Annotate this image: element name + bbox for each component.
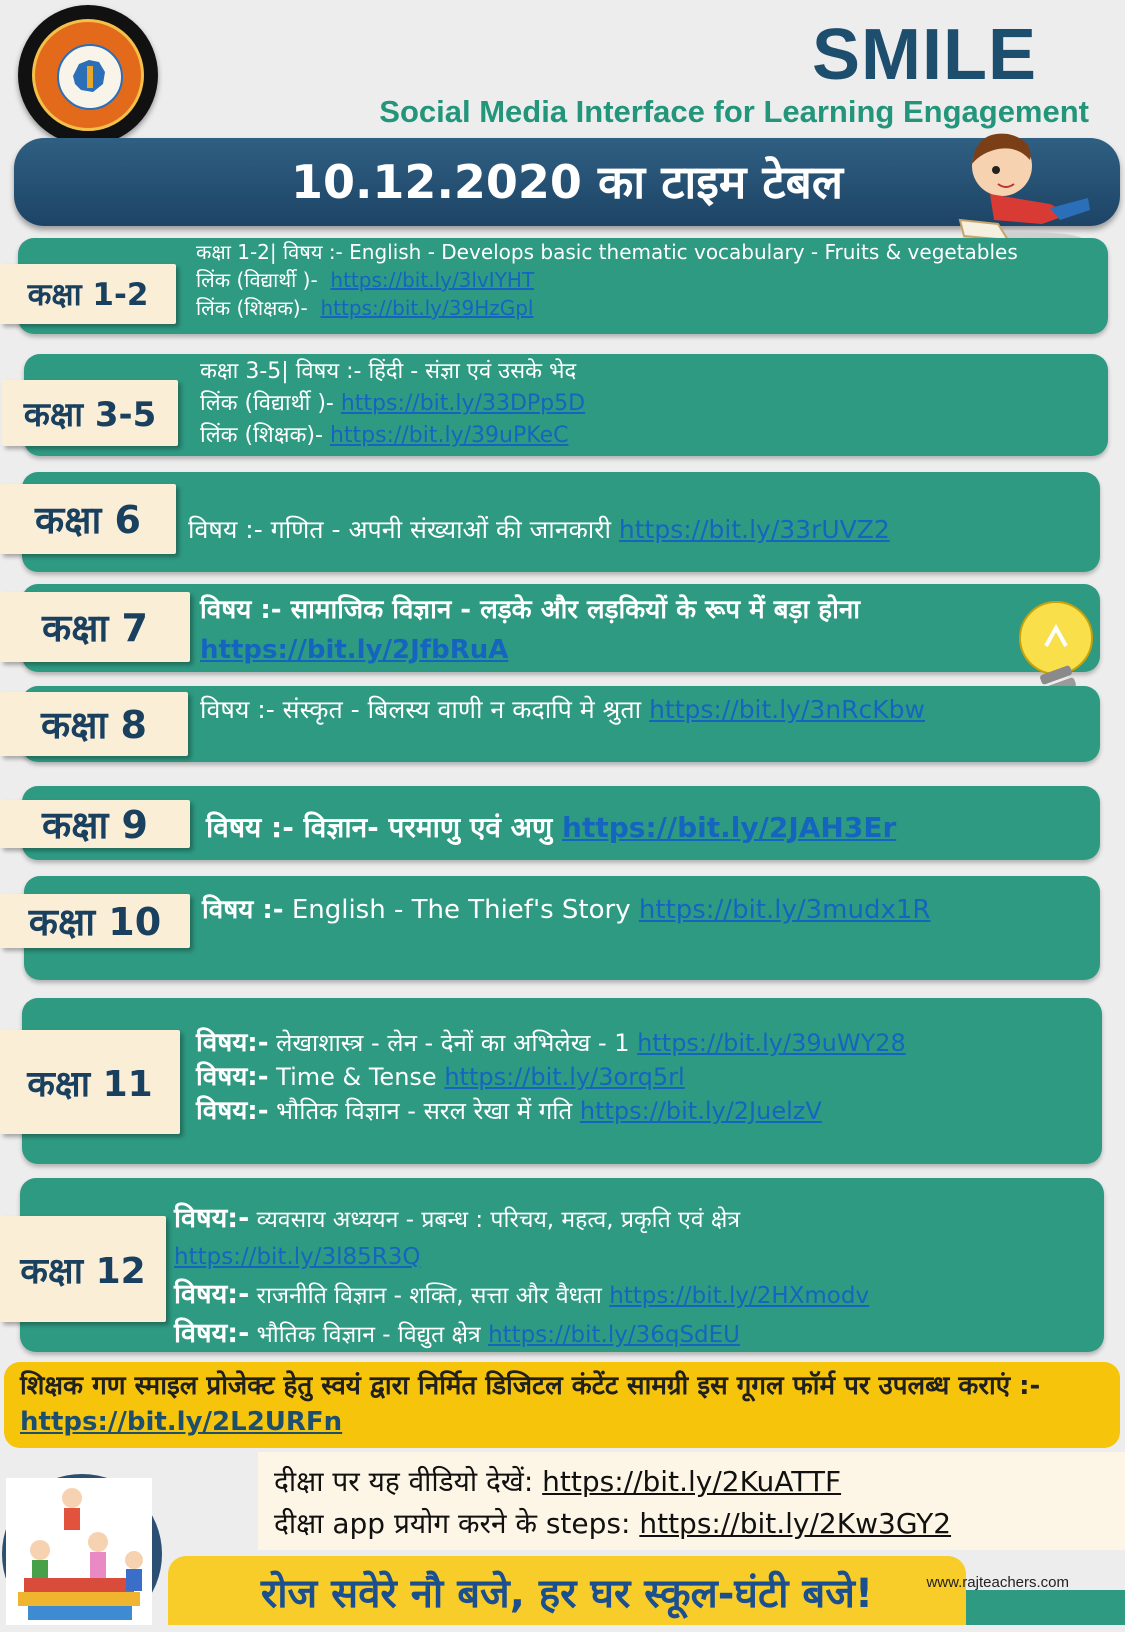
brand-subtitle: Social Media Interface for Learning Engagement xyxy=(379,94,1089,129)
class-8-tag: कक्षा 8 xyxy=(0,692,188,756)
class-11-prefix: विषय:- xyxy=(196,1028,269,1058)
class-10-subject-prefix: विषय :- xyxy=(202,895,284,925)
diksha-video-label: दीक्षा पर यह वीडियो देखें: xyxy=(274,1465,534,1498)
class-8-subject: विषय :- संस्कृत - बिलस्य वाणी न कदापि मे श्रुता xyxy=(200,695,642,724)
class-3-5-teacher-link[interactable]: https://bit.ly/39uPKeC xyxy=(329,423,569,448)
class-12-subject: व्यवसाय अध्ययन - प्रबन्ध : परिचय, महत्व, प्रकृति एवं क्षेत्र xyxy=(256,1207,741,1233)
class-12-link[interactable]: https://bit.ly/36qSdEU xyxy=(488,1322,741,1348)
class-12-prefix: विषय:- xyxy=(174,1203,250,1234)
class-7-link[interactable]: https://bit.ly/2JfbRuA xyxy=(200,635,509,665)
class-11-subject: Time & Tense xyxy=(276,1063,437,1091)
class-9-subject: विषय :- विज्ञान- परमाणु एवं अणु xyxy=(206,811,553,844)
class-7-subject: विषय :- सामाजिक विज्ञान - लड़के और लड़कियों के रूप में बड़ा होना xyxy=(200,595,860,625)
kids-reading-icon xyxy=(0,1458,165,1625)
class-1-2-student-link[interactable]: https://bit.ly/3lvIYHT xyxy=(330,268,535,292)
class-12-item xyxy=(174,1200,869,1239)
class-11-subject: भौतिक विज्ञान - सरल रेखा में गति xyxy=(276,1097,573,1125)
diksha-steps-label: दीक्षा app प्रयोग करने के steps: xyxy=(274,1507,631,1540)
class-11-prefix: विषय:- xyxy=(196,1062,269,1092)
class-11-subject: लेखाशास्त्र - लेन - देनों का अभिलेख - 1 xyxy=(276,1029,630,1057)
class-3-5-student-link[interactable]: https://bit.ly/33DPp5D xyxy=(340,391,586,416)
class-11-item xyxy=(196,1094,906,1128)
class-6-tag: कक्षा 6 xyxy=(0,484,176,554)
education-logo xyxy=(18,5,158,145)
class-1-2-row xyxy=(18,238,1108,334)
class-1-2-teacher-link[interactable]: https://bit.ly/39HzGpl xyxy=(320,296,534,320)
notice-link[interactable]: https://bit.ly/2L2URFn xyxy=(20,1407,343,1437)
class-11-prefix: विषय:- xyxy=(196,1096,269,1126)
class-10-subject: English - The Thief's Story xyxy=(291,895,631,925)
class-1-2-subject: कक्षा 1-2| विषय :- English - Develops basic thematic vocabulary - Fruits & vegetables xyxy=(196,240,1018,264)
class-12-subject: भौतिक विज्ञान - विद्युत क्षेत्र xyxy=(256,1322,481,1348)
kid-reading-icon xyxy=(950,124,1095,249)
class-1-2-tag: कक्षा 1-2 xyxy=(0,264,176,324)
website-label: www.rajteachers.com xyxy=(926,1574,1069,1591)
footer-strip xyxy=(966,1590,1125,1625)
class-10-tag: कक्षा 10 xyxy=(0,894,190,948)
class-6-link[interactable]: https://bit.ly/33rUVZ2 xyxy=(618,515,890,544)
diksha-video-link[interactable]: https://bit.ly/2KuATTF xyxy=(542,1465,842,1498)
class-12-tag: कक्षा 12 xyxy=(0,1216,166,1322)
class-8-link[interactable]: https://bit.ly/3nRcKbw xyxy=(649,695,925,724)
footer-slogan-bar xyxy=(168,1556,966,1625)
logo-map-icon xyxy=(57,44,123,110)
class-6-row xyxy=(22,472,1100,572)
class-7-tag: कक्षा 7 xyxy=(0,592,190,662)
diksha-links-box xyxy=(258,1452,1125,1550)
class-9-tag: कक्षा 9 xyxy=(0,800,190,848)
class-11-row xyxy=(22,998,1102,1164)
class-11-link[interactable]: https://bit.ly/3orq5rl xyxy=(444,1063,685,1091)
logo-ring xyxy=(32,19,144,131)
class-3-5-tag: कक्षा 3-5 xyxy=(2,380,178,446)
notice-text: शिक्षक गण स्माइल प्रोजेक्ट हेतु स्वयं द्वारा निर्मित डिजिटल कंटेंट सामग्री इस गूगल फॉर्म पर उपलब्ध कराएं :- xyxy=(20,1371,1041,1401)
class-11-link[interactable]: https://bit.ly/2JuelzV xyxy=(579,1097,822,1125)
class-11-tag: कक्षा 11 xyxy=(0,1030,180,1134)
class-1-2-teacher-label: लिंक (शिक्षक)- xyxy=(196,296,308,320)
class-3-5-subject: कक्षा 3-5| विषय :- हिंदी - संज्ञा एवं उसके भेद xyxy=(200,359,577,384)
class-12-row xyxy=(20,1178,1104,1352)
class-12-subject: राजनीति विज्ञान - शक्ति, सत्ता और वैधता xyxy=(256,1283,602,1309)
class-12-link[interactable]: https://bit.ly/3l85R3Q xyxy=(174,1244,421,1270)
footer-slogan: रोज सवेरे नौ बजे, हर घर स्कूल-घंटी बजे! xyxy=(260,1571,874,1617)
class-3-5-row xyxy=(24,354,1108,456)
diksha-steps-link[interactable]: https://bit.ly/2Kw3GY2 xyxy=(639,1507,952,1540)
class-11-item xyxy=(196,1026,906,1060)
class-3-5-teacher-label: लिंक (शिक्षक)- xyxy=(200,423,323,448)
class-6-subject: विषय :- गणित - अपनी संख्याओं की जानकारी xyxy=(188,515,611,544)
notice-banner xyxy=(4,1362,1120,1448)
class-12-link[interactable]: https://bit.ly/2HXmodv xyxy=(609,1283,870,1309)
class-3-5-student-label: लिंक (विद्यार्थी )- xyxy=(200,391,334,416)
class-9-link[interactable]: https://bit.ly/2JAH3Er xyxy=(562,811,897,844)
class-12-item xyxy=(174,1315,869,1354)
class-11-link[interactable]: https://bit.ly/39uWY28 xyxy=(637,1029,906,1057)
brand-title: SMILE xyxy=(811,15,1037,95)
class-12-prefix: विषय:- xyxy=(174,1279,250,1310)
page-title: 10.12.2020 का टाइम टेबल xyxy=(290,155,844,209)
class-1-2-student-label: लिंक (विद्यार्थी )- xyxy=(196,268,318,292)
class-11-item xyxy=(196,1060,906,1094)
class-12-item xyxy=(174,1276,869,1315)
class-12-prefix: विषय:- xyxy=(174,1318,250,1349)
class-10-link[interactable]: https://bit.ly/3mudx1R xyxy=(638,895,931,925)
